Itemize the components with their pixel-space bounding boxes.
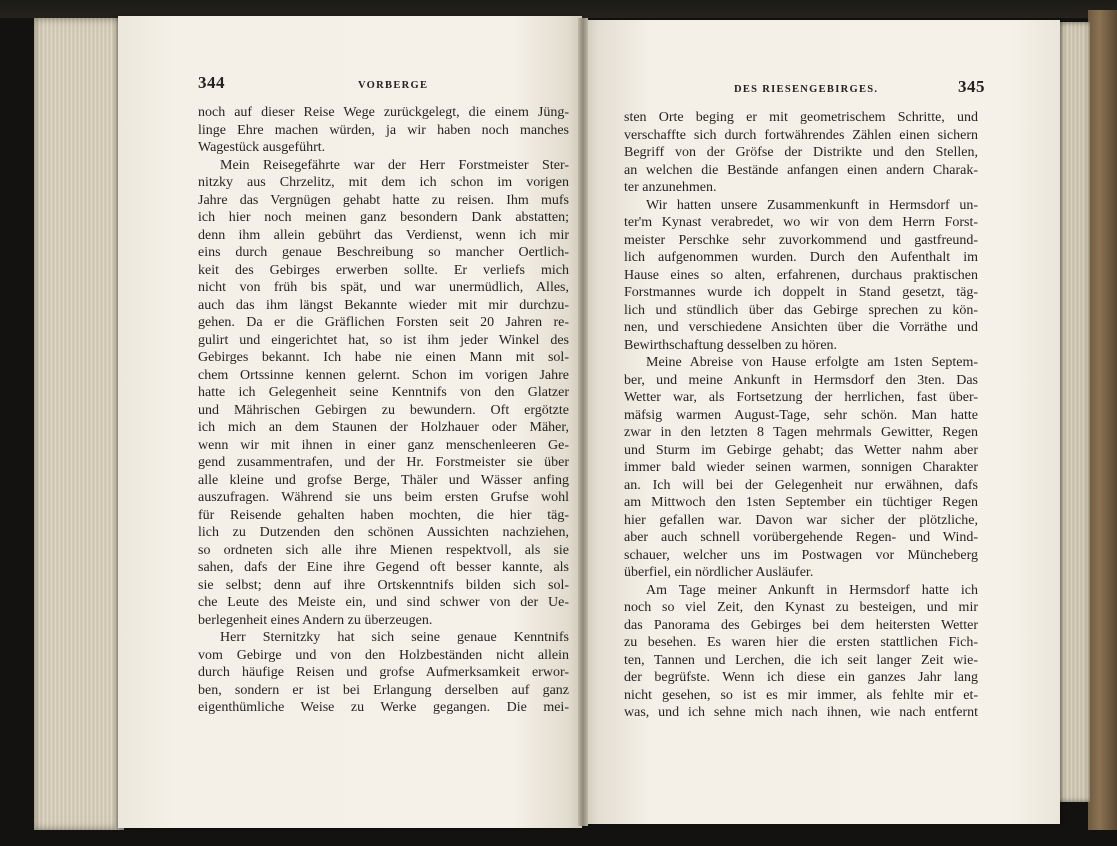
text-line: eins durch genaue Beschreibung so mancher Oertlich- bbox=[198, 245, 569, 260]
text-line: chem Ortssinne kennen gelernt. Schon im vorigen Jahre bbox=[198, 367, 569, 383]
text-line: noch so viel Zeit, den Kynast zu besteigen, und mir bbox=[624, 600, 978, 615]
text-line: auszufragen. Während sie uns beim ersten Grufse wohl bbox=[198, 490, 569, 505]
text-line: nicht gesehen, so ist es mir immer, als fehlte mir et- bbox=[624, 687, 978, 703]
text-line: lich zu Dutzenden den schönen Aussichten nachziehen, bbox=[198, 525, 569, 540]
text-line: hier gefallen war. Davon war sicher der plötzliche, bbox=[624, 512, 978, 528]
text-line: aber auch schnell vorübergehende Regen- und Wind- bbox=[624, 530, 978, 545]
text-line: mäfsig warmen August-Tage, sehr schön. Man hatte bbox=[624, 407, 978, 423]
page-number-right: 345 bbox=[958, 77, 985, 96]
text-line: Wetter war, als Fortsetzung der herrlichen, fast über- bbox=[624, 390, 978, 405]
page-edges-left bbox=[34, 18, 124, 830]
text-line: am Mittwoch den 1sten September ein tüchtiger Regen bbox=[624, 495, 978, 510]
text-line: che Leute des Meiste ein, und sind schwer von der Ue- bbox=[198, 595, 569, 610]
text-line: durch häufige Reisen und grofse Aufmerksamkeit erwor- bbox=[198, 665, 569, 680]
text-line: eigenthümliche Weise zu Werke gegangen. Die mei- bbox=[198, 700, 569, 715]
text-line: gulirt und eingerichtet hat, so ist ihm jeder Winkel des bbox=[198, 332, 569, 348]
text-line: Herr Sternitzky hat sich seine genaue Kenntnifs bbox=[220, 630, 569, 645]
running-head-right: DES RIESENGEBIRGES. bbox=[734, 84, 879, 95]
text-line: für Reisende gehalten haben mochten, die hier täg- bbox=[198, 507, 569, 523]
text-line: Jahre das Vergnügen gehabt hatte zu reisen. Ihm mufs bbox=[198, 192, 569, 208]
text-line: und Mährischen Gebirgen zu bewundern. Oft ergötzte bbox=[198, 402, 569, 418]
text-line: lich aufgenommen wurden. Durch den Aufenthalt im bbox=[624, 250, 978, 265]
right-page bbox=[584, 20, 1060, 824]
text-line: sahen, dafs der Eine ihre Gegend oft besser kannte, als bbox=[198, 560, 569, 575]
text-line: noch auf dieser Reise Wege zurückgelegt, die einem Jüng- bbox=[198, 105, 569, 120]
text-line: so ordneten sich alle ihre Mienen respektvoll, als sie bbox=[198, 542, 569, 558]
right-page-text bbox=[624, 109, 978, 722]
text-line: Bewirthschaftung desselben zu hören. bbox=[624, 337, 838, 353]
text-line: was, und ich sehne mich nach ihnen, wie nach entfernt bbox=[624, 705, 978, 720]
text-line: ten, Tannen und Lerchen, die ich seit langer Zeit wie- bbox=[624, 652, 978, 668]
text-line: nitzky aus Chrzelitz, mit dem ich schon im vorigen bbox=[198, 175, 569, 190]
text-line: immer bald wieder seinen warmen, sonnigen Charakter bbox=[624, 460, 978, 475]
text-line: denn ihm allein gebührt das Verdienst, wenn ich mir bbox=[198, 227, 569, 243]
text-line: ben, sondern er ist bei Erlangung derselben auf ganz bbox=[198, 682, 569, 698]
text-line: Wagestück ausgeführt. bbox=[198, 140, 326, 155]
text-line: zu besehen. Es waren hier die ersten stattlichen Fich- bbox=[624, 635, 978, 650]
text-line: lich und stündlich über das Gebirge sprechen zu kön- bbox=[624, 302, 978, 318]
book-gutter bbox=[578, 18, 588, 826]
text-line: Mein Reisegefährte war der Herr Forstmeister Ster- bbox=[220, 157, 569, 173]
text-line: der begrüfste. Wenn ich diese ein ganzes Jahr lang bbox=[624, 670, 978, 685]
text-line: das Panorama des Gebirges bei dem heitersten Wetter bbox=[624, 617, 978, 633]
text-line: meister Perschke sehr zuvorkommend und gastfreund- bbox=[624, 232, 978, 248]
text-line: sie selbst; denn auf ihre Ortskenntnifs bilden sich sol- bbox=[198, 577, 569, 593]
text-line: zwar in den letzten 8 Tagen mehrmals Gewitter, Regen bbox=[624, 425, 978, 440]
text-line: auch das ihm längst Bekannte wieder mit mir durchzu- bbox=[198, 297, 569, 313]
text-line: Forstmannes wurde ich doppelt in Stand gesetzt, täg- bbox=[624, 285, 978, 300]
text-line: und Sturm im Gebirge gehabt; das Wetter nahm aber bbox=[624, 442, 978, 458]
text-line: Am Tage meiner Ankunft in Hermsdorf hatte ich bbox=[646, 582, 978, 598]
text-line: überfiel, ein nördlicher Ausläufer. bbox=[624, 565, 814, 580]
text-line: alle kleine und grofse Berge, Thäler und Wässer anfing bbox=[198, 472, 569, 488]
text-line: ber, und meine Ankunft in Hermsdorf den 3ten. Das bbox=[624, 372, 978, 388]
left-page bbox=[118, 16, 582, 828]
text-line: ich mich an dem Staunen der Holzhauer oder Mäher, bbox=[198, 420, 569, 435]
text-line: gehen. Da er die Gräflichen Forsten seit 20 Jahren re- bbox=[198, 315, 569, 330]
text-line: keit des Gebirges erwerben sollte. Er verliefs mich bbox=[198, 262, 569, 278]
book-cover-right bbox=[1088, 10, 1117, 830]
text-line: linge Ehre machen würden, ja wir haben noch manches bbox=[198, 122, 569, 138]
page-number-left: 344 bbox=[198, 73, 225, 92]
text-line: berlegenheit eines Andern zu überzeugen. bbox=[198, 612, 433, 628]
text-line: schauer, welcher uns im Postwagen vor Müncheberg bbox=[624, 547, 978, 563]
text-line: verschaffte sich durch fortwährendes Zählen einen sichern bbox=[624, 127, 978, 143]
left-page-text bbox=[198, 104, 569, 717]
text-line: Gebirges bekannt. Ich habe nie einen Mann mit sol- bbox=[198, 350, 569, 365]
text-line: hatte ich Gelegenheit seine Kenntnifs von den Glatzer bbox=[198, 385, 569, 400]
text-line: sten Orte beging er mit geometrischem Schritte, und bbox=[624, 110, 978, 125]
text-line: nen, und verschiedene Ansichten über die Vorräthe und bbox=[624, 320, 978, 335]
page-edges-right bbox=[1058, 22, 1090, 802]
text-line: an. Ich will bei der Gelegenheit nur erwähnen, dafs bbox=[624, 477, 978, 493]
text-line: Meine Abreise von Hause erfolgte am 1sten Septem- bbox=[646, 355, 978, 370]
text-line: ter anzunehmen. bbox=[624, 180, 717, 195]
text-line: ter'm Kynast verabredet, wo wir von dem Herrn Forst- bbox=[624, 215, 978, 230]
text-line: wenn wir mit ihnen in einer ganz menschenleeren Ge- bbox=[198, 437, 569, 453]
text-line: Wir hatten unsere Zusammenkunft in Hermsdorf un- bbox=[646, 197, 978, 213]
running-head-left: VORBERGE bbox=[358, 80, 429, 91]
text-line: vom Gebirge und von den Holzbeständen nicht allein bbox=[198, 647, 569, 663]
text-line: gend zusammentrafen, und der Hr. Forstmeister sie über bbox=[198, 455, 569, 470]
text-line: Hause eines so alten, erfahrenen, durchaus praktischen bbox=[624, 267, 978, 283]
text-line: nicht von früh bis spät, und war unermüdlich, Alles, bbox=[198, 280, 569, 295]
text-line: Begriff von der Gröfse der Distrikte und den Stellen, bbox=[624, 145, 978, 160]
text-line: ich hier noch meinen ganz besondern Dank abstatten; bbox=[198, 210, 569, 225]
text-line: an welchen die Bestände anfangen einen andern Charak- bbox=[624, 162, 978, 178]
